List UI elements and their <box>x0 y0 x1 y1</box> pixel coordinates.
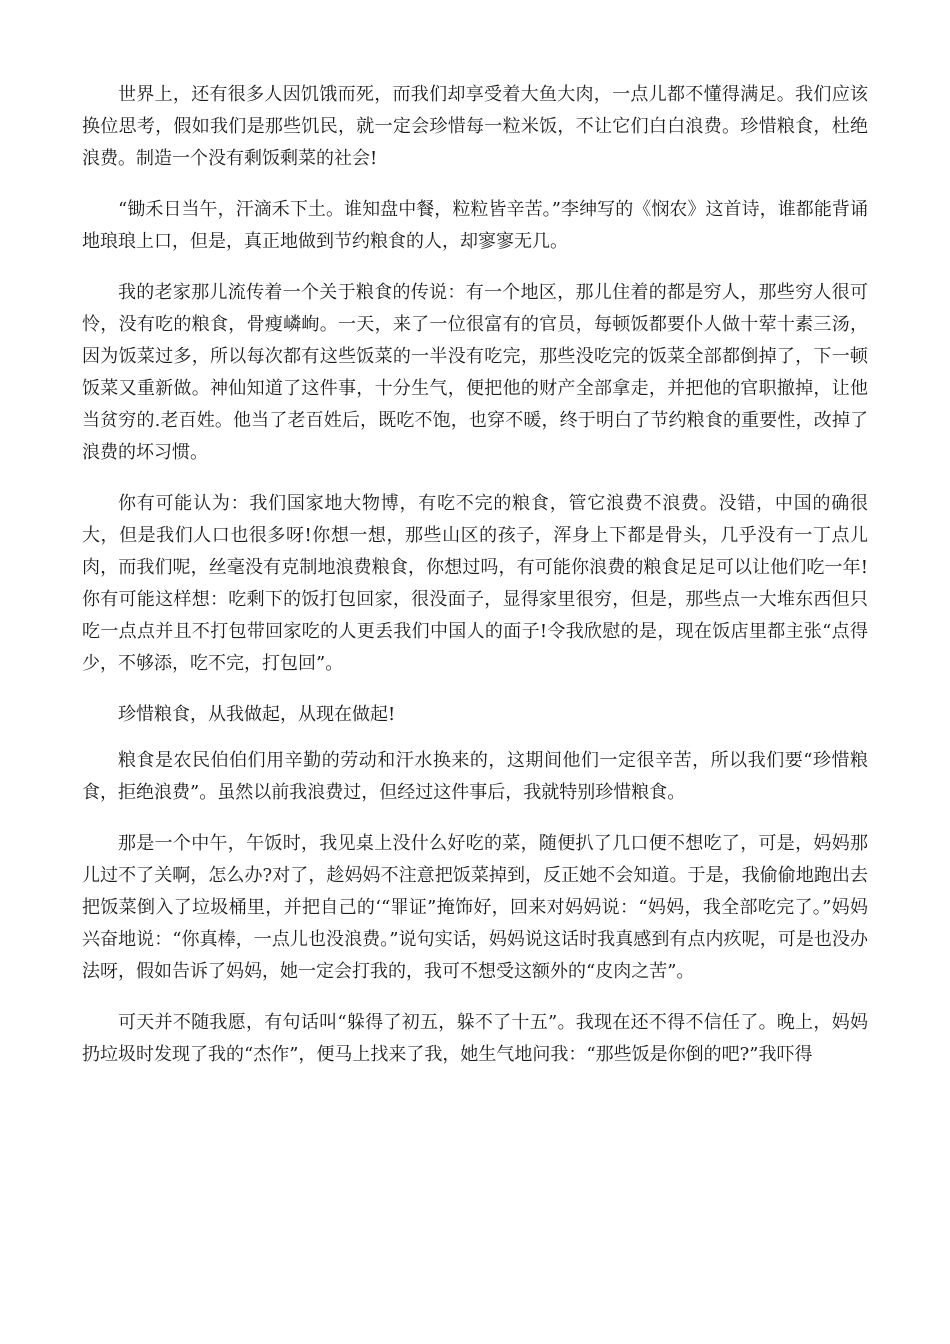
paragraph-4: 你有可能认为：我们国家地大物博，有吃不完的粮食，管它浪费不浪费。没错，中国的确很大，但是我们人口也很多呀!你想一想，那些山区的孩子，浑身上下都是骨头，几乎没有一丁点儿肉，而我们呢，丝毫没有克制地浪费粮食，你想过吗，有可能你浪费的粮食足足可以让他们吃一年!你有可能这样想：吃剩下的饭打包回家，很没面子，显得家里很穷，但是，那些点一大堆东西但只吃一点点并且不打包带回家吃的人更丢我们中国人的面子!令我欣慰的是，现在饭店里都主张“点得少，不够添，吃不完，打包回”。 <box>82 493 868 674</box>
paragraph-5: 珍惜粮食，从我做起，从现在做起! <box>118 704 396 725</box>
paragraph-2: “锄禾日当午，汗滴禾下土。谁知盘中餐，粒粒皆辛苦。”李绅写的《悯农》这首诗，谁都能背诵地琅琅上口，但是，真正地做到节约粮食的人，却寥寥无几。 <box>82 199 868 252</box>
paragraph-6: 粮食是农民伯伯们用辛勤的劳动和汗水换来的，这期间他们一定很辛苦，所以我们要“珍惜粮食，拒绝浪费”。虽然以前我浪费过，但经过这件事后，我就特别珍惜粮食。 <box>82 750 868 803</box>
paragraph-3: 我的老家那儿流传着一个关于粮食的传说：有一个地区，那儿住着的都是穷人，那些穷人很可怜，没有吃的粮食，骨瘦嶙峋。一天，来了一位很富有的官员，每顿饭都要仆人做十荤十素三汤，因为饭菜过多，所以每次都有这些饭菜的一半没有吃完，那些没吃完的饭菜全部都倒掉了，下一顿饭菜又重新做。神仙知道了这件事，十分生气，便把他的财产全部拿走，并把他的官职撤掉，让他当贫穷的.老百姓。他当了老百姓后，既吃不饱，也穿不暖，终于明白了节约粮食的重要性，改掉了浪费的坏习惯。 <box>82 282 868 463</box>
essay-body <box>82 79 868 1090</box>
paragraph-1: 世界上，还有很多人因饥饿而死，而我们却享受着大鱼大肉，一点儿都不懂得满足。我们应该换位思考，假如我们是那些饥民，就一定会珍惜每一粒米饭，不让它们白白浪费。珍惜粮食，杜绝浪费。制造一个没有剩饭剩菜的社会! <box>82 84 868 169</box>
paragraph-7: 那是一个中午，午饭时，我见桌上没什么好吃的菜，随便扒了几口便不想吃了，可是，妈妈那儿过不了关啊，怎么办?对了，趁妈妈不注意把饭菜掉到，反正她不会知道。于是，我偷偷地跑出去把饭菜倒入了垃圾桶里，并把自己的‘“罪证”掩饰好，回来对妈妈说：“妈妈，我全部吃完了。”妈妈兴奋地说：“你真棒，一点儿也没浪费。”说句实话，妈妈说这话时我真感到有点内疚呢，可是也没办法呀，假如告诉了妈妈，她一定会打我的，我可不想受这额外的“皮肉之苦”。 <box>82 833 868 982</box>
paragraph-8: 可天并不随我愿，有句话叫“躲得了初五，躲不了十五”。我现在还不得不信任了。晚上，妈妈扔垃圾时发现了我的“杰作”，便马上找来了我，她生气地问我：“那些饭是你倒的吧?”我吓得 <box>82 1012 868 1065</box>
